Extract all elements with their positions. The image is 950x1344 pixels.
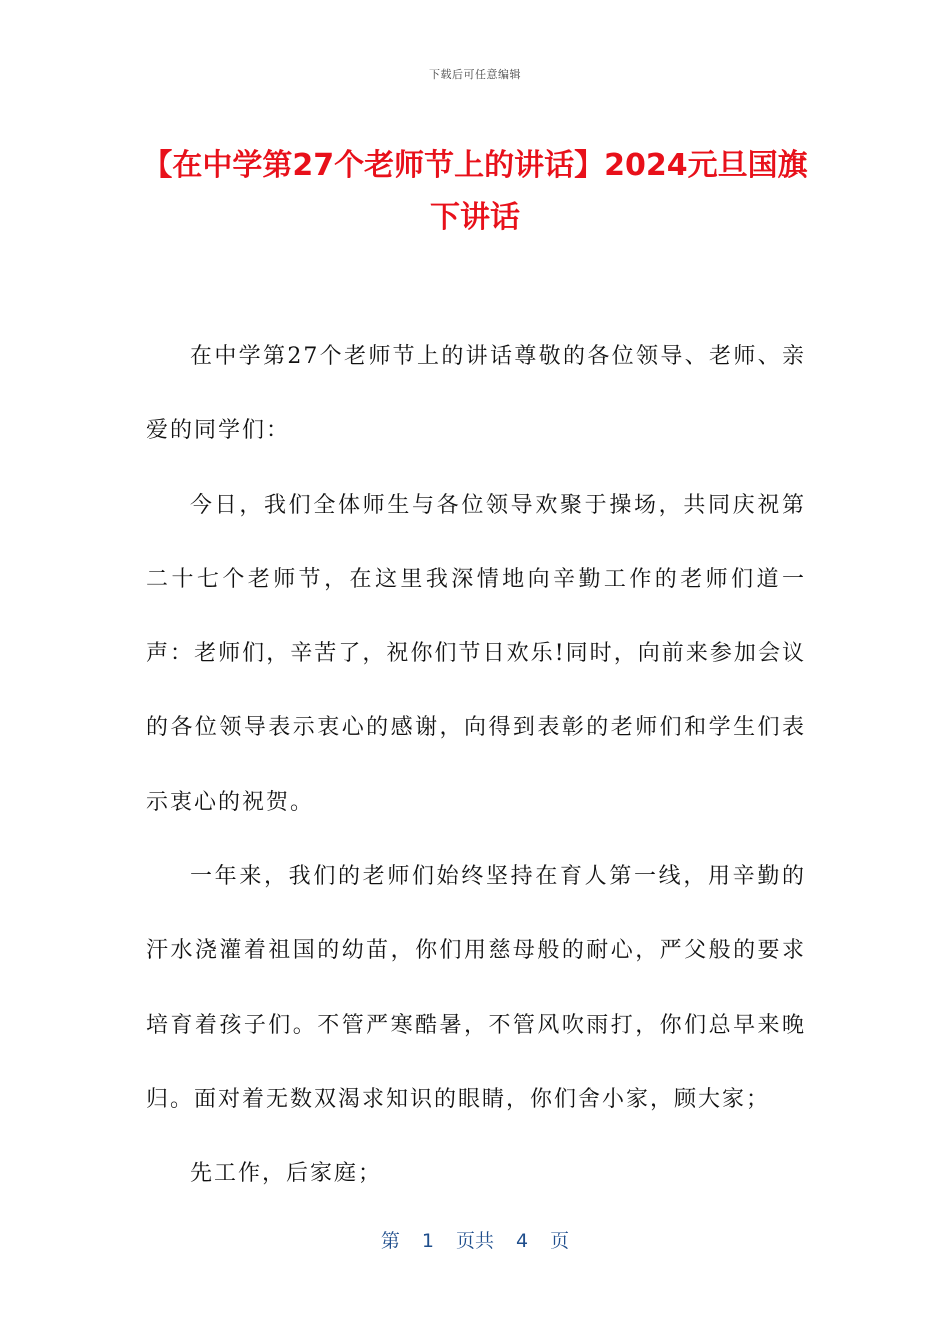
paragraph-work-first: 先工作，后家庭； (190, 1161, 383, 1187)
page-footer (0, 1226, 950, 1253)
footer-middle: 页共 (455, 1230, 494, 1252)
footer-total-pages: 4 (516, 1230, 529, 1252)
document-title: 【在中学第27个老师节上的讲话】2024元旦国旗下讲话 (142, 148, 808, 235)
footer-suffix: 页 (550, 1230, 570, 1252)
footer-prefix: 第 (380, 1230, 400, 1252)
paragraph-salutation: 在中学第27个老师节上的讲话尊敬的各位领导、老师、亲爱的同学们： (146, 344, 806, 444)
footer-page-number: 1 (421, 1230, 434, 1252)
paragraph-year-review: 一年来，我们的老师们始终坚持在育人第一线，用辛勤的汗水浇灌着祖国的幼苗，你们用慈母般的耐心，严父般的要求培育着孩子们。不管严寒酷暑，不管风吹雨打，你们总早来晚归。面对着无数双渴求知识的眼睛，你们舍小家，顾大家； (146, 864, 806, 1112)
paragraph-greeting: 今日，我们全体师生与各位领导欢聚于操场，共同庆祝第二十七个老师节，在这里我深情地向辛勤工作的老师们道一声：老师们，辛苦了，祝你们节日欢乐!同时，向前来参加会议的各位领导表示衷心的感谢，向得到表彰的老师们和学生们表示衷心的祝贺。 (146, 492, 806, 815)
document-body (146, 320, 806, 1212)
header-note: 下载后可任意编辑 (429, 68, 521, 81)
